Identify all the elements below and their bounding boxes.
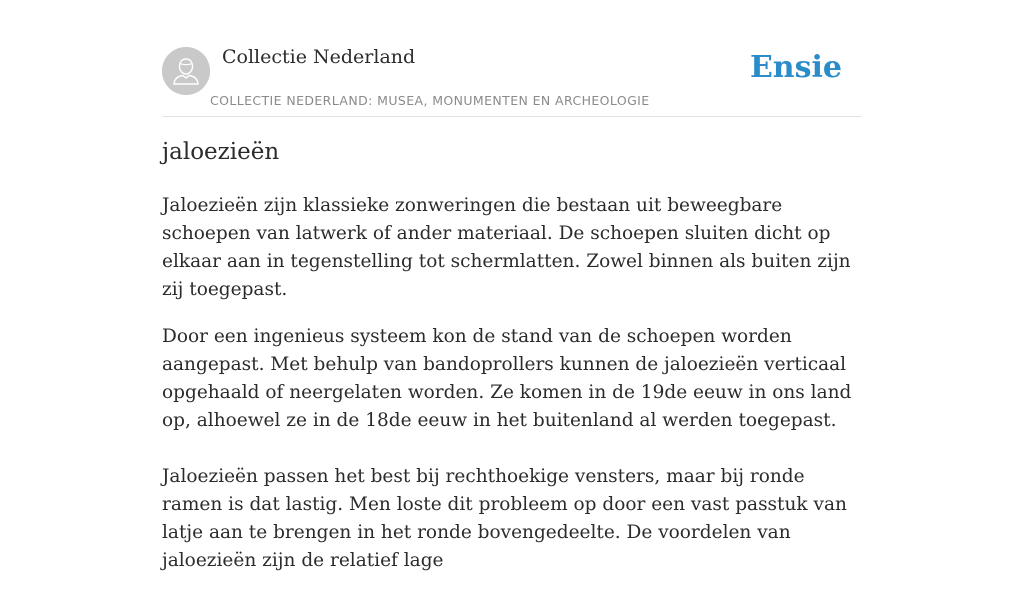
article-paragraph: Jaloezieën zijn klassieke zonweringen die bestaan uit beweegbare schoepen van latwerk of ander materiaal. De schoepen sluiten dicht op elkaar aan in tegenstelling tot schermlatten. Zowel binnen als buiten zijn zij toegepast. [162,195,851,300]
page-title: jaloezieën [162,139,280,165]
article-paragraph: Door een ingenieus systeem kon de stand van de schoepen worden aangepast. Met behulp van bandoprollers kunnen de jaloezieën verticaal opgehaald of neergelaten worden. Ze komen in de 19de eeuw in ons land op, alhoewel ze in de 18de eeuw in het buitenland al werden toegepast. Jaloezieën passen het best bij rechthoekige vensters, maar bij ronde ramen is dat lastig. Men loste dit probleem op door een vast passtuk van latje aan te brengen in het ronde bovengedeelte. De voordelen van jaloezieën zijn de relatief lage [162,326,852,571]
avatar[interactable] [162,47,210,95]
header [162,44,862,117]
article-body [162,192,862,594]
author-name[interactable]: Collectie Nederland [222,46,416,68]
user-icon [162,47,210,95]
brand-logo[interactable]: Ensie [749,50,842,85]
source-title[interactable]: COLLECTIE NEDERLAND: MUSEA, MONUMENTEN EN ARCHEOLOGIE [210,93,650,108]
